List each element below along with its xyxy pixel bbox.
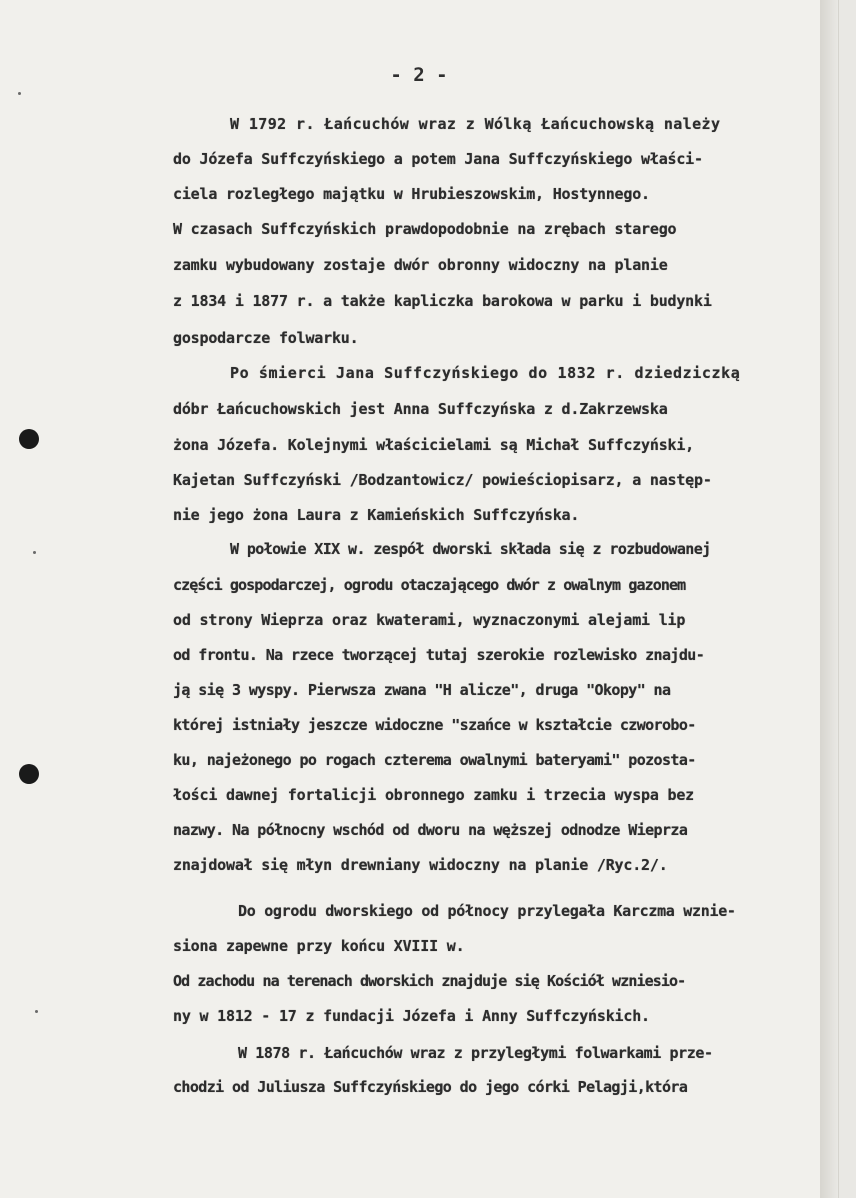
text-line: dóbr Łańcuchowskich jest Anna Suffczyńska z d.Zakrzewska — [173, 400, 668, 418]
text-line: zamku wybudowany zostaje dwór obronny widoczny na planie — [173, 256, 668, 274]
text-line: Kajetan Suffczyński /Bodzantowicz/ powieściopisarz, a następ- — [173, 471, 712, 489]
text-line: Po śmierci Jana Suffczyńskiego do 1832 r. dziedziczką — [230, 364, 741, 382]
text-line: W 1878 r. Łańcuchów wraz z przyległymi folwarkami prze- — [238, 1044, 713, 1062]
text-line: W czasach Suffczyńskich prawdopodobnie na zrębach starego — [173, 220, 677, 238]
text-line: od frontu. Na rzece tworzącej tutaj szerokie rozlewisko znajdu- — [173, 646, 705, 664]
text-line: z 1834 i 1877 r. a także kapliczka barokowa w parku i budynki — [173, 292, 712, 310]
text-line: ku, najeżonego po rogach czterema owalnymi bateryami" pozosta- — [173, 751, 696, 769]
text-line: siona zapewne przy końcu XVIII w. — [173, 937, 465, 955]
text-line: znajdował się młyn drewniany widoczny na planie /Ryc.2/. — [173, 856, 668, 874]
page-number: - 2 - — [390, 64, 448, 86]
punch-hole — [19, 764, 39, 784]
text-line: nie jego żona Laura z Kamieńskich Suffczyńska. — [173, 506, 580, 524]
text-line: od strony Wieprza oraz kwaterami, wyznaczonymi alejami lip — [173, 611, 686, 629]
text-line: łości dawnej fortalicji obronnego zamku i trzecia wyspa bez — [173, 786, 695, 804]
text-line: chodzi od Juliusza Suffczyńskiego do jego córki Pelagji,która — [173, 1078, 688, 1096]
text-line: gospodarcze folwarku. — [173, 329, 359, 347]
punch-hole — [19, 429, 39, 449]
text-line: W 1792 r. Łańcuchów wraz z Wólką Łańcuchowską należy — [230, 115, 721, 133]
text-line: żona Józefa. Kolejnymi właścicielami są Michał Suffczyński, — [173, 436, 695, 454]
paper-speck — [35, 1010, 38, 1013]
text-line: części gospodarczej, ogrodu otaczającego dwór z owalnym gazonem — [173, 576, 686, 594]
text-line: Do ogrodu dworskiego od północy przylegała Karczma wznie- — [238, 902, 736, 920]
paper-speck — [18, 92, 21, 95]
text-line: ją się 3 wyspy. Pierwsza zwana "H alicze", druga "Okopy" na — [173, 681, 671, 699]
text-line: ciela rozległego majątku w Hrubieszowskim, Hostynnego. — [173, 185, 650, 203]
text-line: do Józefa Suffczyńskiego a potem Jana Suffczyńskiego właści- — [173, 150, 703, 168]
text-line: ny w 1812 - 17 z fundacji Józefa i Anny Suffczyńskich. — [173, 1007, 650, 1025]
page-edge — [820, 0, 838, 1198]
text-line: W połowie XIX w. zespół dworski składa się z rozbudowanej — [230, 540, 711, 558]
text-line: której istniały jeszcze widoczne "szańce w kształcie czworobo- — [173, 716, 696, 734]
text-line: Od zachodu na terenach dworskich znajduje się Kościół wzniesio- — [173, 972, 686, 990]
paper-speck — [33, 551, 36, 554]
text-line: nazwy. Na północny wschód od dworu na węższej odnodze Wieprza — [173, 821, 688, 839]
